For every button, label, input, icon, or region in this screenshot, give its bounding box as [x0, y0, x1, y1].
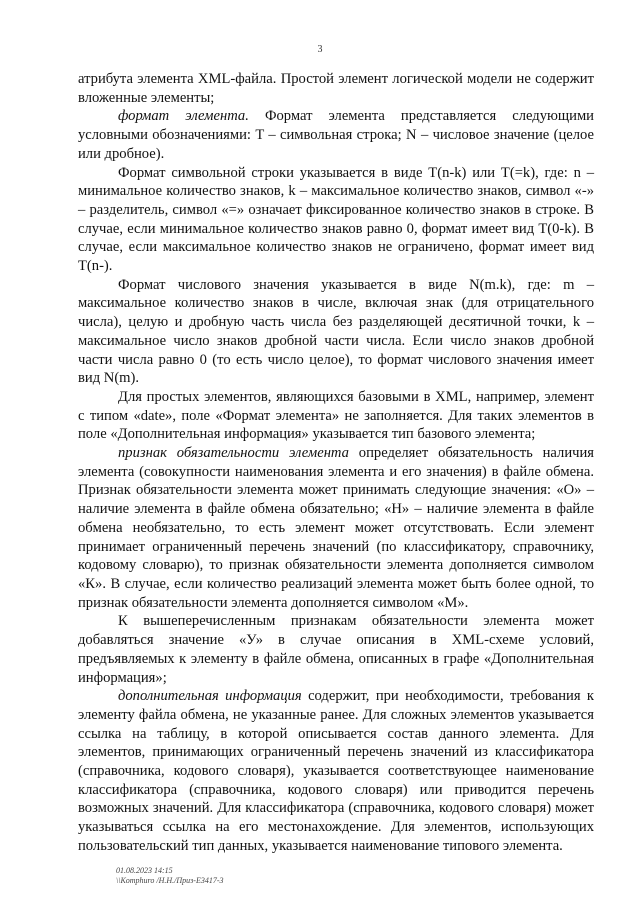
- paragraph-2-text: Формат элемента представляется следующими условными обозначениями: T – символьная строка; N – числовое значение (целое или дробное).: [78, 108, 594, 162]
- document-footer: [116, 866, 224, 886]
- paragraph-4-text: Формат числового значения указывается в виде N(m.k), где: m – максимальное количество знаков в числе, включая знак (для отрицательного числа), целую и дробную часть числа без разделяющей десятичной точки, k – максимальное число знаков дробной части числа. Если число знаков дробной части числа равно 0 (то есть число целое), то формат числового значения имеет вид N(m).: [78, 276, 594, 387]
- body-text: [78, 70, 594, 856]
- paragraph-2: [78, 107, 594, 163]
- paragraph-8: [78, 687, 594, 855]
- paragraph-3-text: Формат символьной строки указывается в виде T(n-k) или T(=k), где: n – минимальное количество знаков, k – максимальное количество знаков, символ «-» – разделитель, символ «=» означает фиксированное количество знаков в строке. В случае, если минимальное количество знаков равно 0, формат имеет вид T(0-k). В случае, если максимальное количество знаков не ограничено, формат имеет вид T(n-).: [78, 164, 594, 275]
- paragraph-8-lead: дополнительная информация: [118, 688, 302, 705]
- paragraph-1-text: атрибута элемента XML-файла. Простой элемент логической модели не содержит вложенные элементы;: [78, 71, 594, 106]
- paragraph-5: [78, 388, 594, 444]
- paragraph-1: [78, 70, 594, 107]
- paragraph-2-lead: формат элемента.: [118, 108, 249, 125]
- footer-timestamp: 01.08.2023 14:15: [116, 866, 173, 875]
- paragraph-7: [78, 612, 594, 687]
- paragraph-5-text: Для простых элементов, являющихся базовыми в XML, например, элемент с типом «date», поле «Формат элемента» не заполняется. Для таких элементов в поле «Дополнительная информация» указывается тип базового элемента;: [78, 388, 594, 443]
- page-number: 3: [317, 44, 323, 55]
- footer-file-path: \\Komphuro /Н.Н./Приз-E3417-3: [116, 876, 224, 885]
- paragraph-8-text: содержит, при необходимости, требования к элементу файла обмена, не указанные ранее. Для сложных элементов указывается ссылка на таблицу, в которой описывается состав данного элемента. Для элементов, принимающих ограниченный перечень значений из классификатора (справочника, кодового словаря), указывается соответствующее наименование классификатора (справочника, кодового словаря) или приводится перечень возможных значений. Для классификатора (справочника, кодового словаря) может указываться ссылка на его местонахождение. Для элементов, использующих пользовательский тип данных, указывается наименование типового элемента.: [78, 688, 594, 854]
- paragraph-6-text: определяет обязательность наличия элемента (совокупности наименования элемента и его значения) в файле обмена. Признак обязательности элемента может принимать следующие значения: «О» – наличие элемента в файле обмена обязательно; «Н» – наличие элемента в файле обмена необязательно, то есть элемент может отсутствовать. Если элемент принимает ограниченный перечень значений (по классификатору, справочнику, кодовому словарю), то признак обязательности элемента дополняется символом «К». В случае, если количество реализаций элемента может быть более одной, то признак обязательности элемента дополняется символом «М».: [78, 445, 594, 611]
- paragraph-6: [78, 444, 594, 612]
- paragraph-6-lead: признак обязательности элемента: [118, 445, 349, 462]
- paragraph-7-text: К вышеперечисленным признакам обязательности элемента может добавляться значение «У» в случае описания в XML-схеме условий, предъявляемых к элементу в файле обмена, описанных в графе «Дополнительная информация»;: [78, 613, 594, 686]
- paragraph-3: [78, 164, 594, 276]
- paragraph-4: [78, 276, 594, 388]
